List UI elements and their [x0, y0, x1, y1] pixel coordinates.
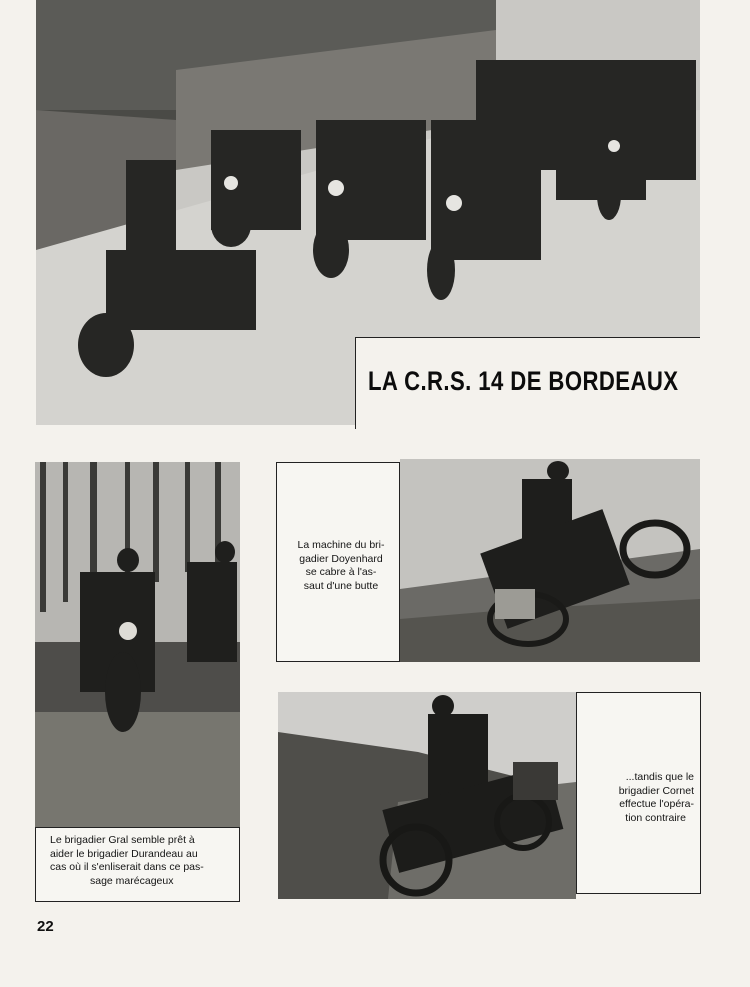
caption-gral-line-4: sage marécageux: [90, 874, 174, 887]
page-headline: LA C.R.S. 14 DE BORDEAUX: [368, 366, 679, 396]
caption-doyenhard-line-2: gadier Doyenhard: [299, 552, 383, 565]
caption-gral: [50, 834, 230, 888]
caption-cornet-line-1: ...tandis que le: [625, 771, 694, 783]
caption-cornet-line-3: effectue l'opéra-: [619, 798, 694, 810]
caption-doyenhard-line-4: saut d'une butte: [303, 579, 379, 592]
caption-cornet-line-4: tion contraire: [625, 811, 686, 824]
photo-slope-descent: [278, 692, 576, 899]
caption-gral-line-2: aider le brigadier Durandeau au: [50, 847, 198, 860]
caption-doyenhard-line-3: se cabre à l'as-: [305, 566, 377, 578]
caption-cornet: [588, 771, 694, 825]
photo-wheelie-mound: [400, 459, 700, 662]
caption-cornet-line-2: brigadier Cornet: [618, 784, 694, 797]
caption-doyenhard-line-1: La machine du bri-: [297, 539, 385, 551]
caption-doyenhard: [290, 539, 392, 593]
caption-gral-line-3: cas où il s'enliserait dans ce pas-: [50, 861, 204, 873]
photo-marsh-crossing: [35, 462, 240, 827]
page-number: 22: [37, 918, 54, 935]
caption-gral-line-1: Le brigadier Gral semble prêt à: [50, 834, 195, 846]
